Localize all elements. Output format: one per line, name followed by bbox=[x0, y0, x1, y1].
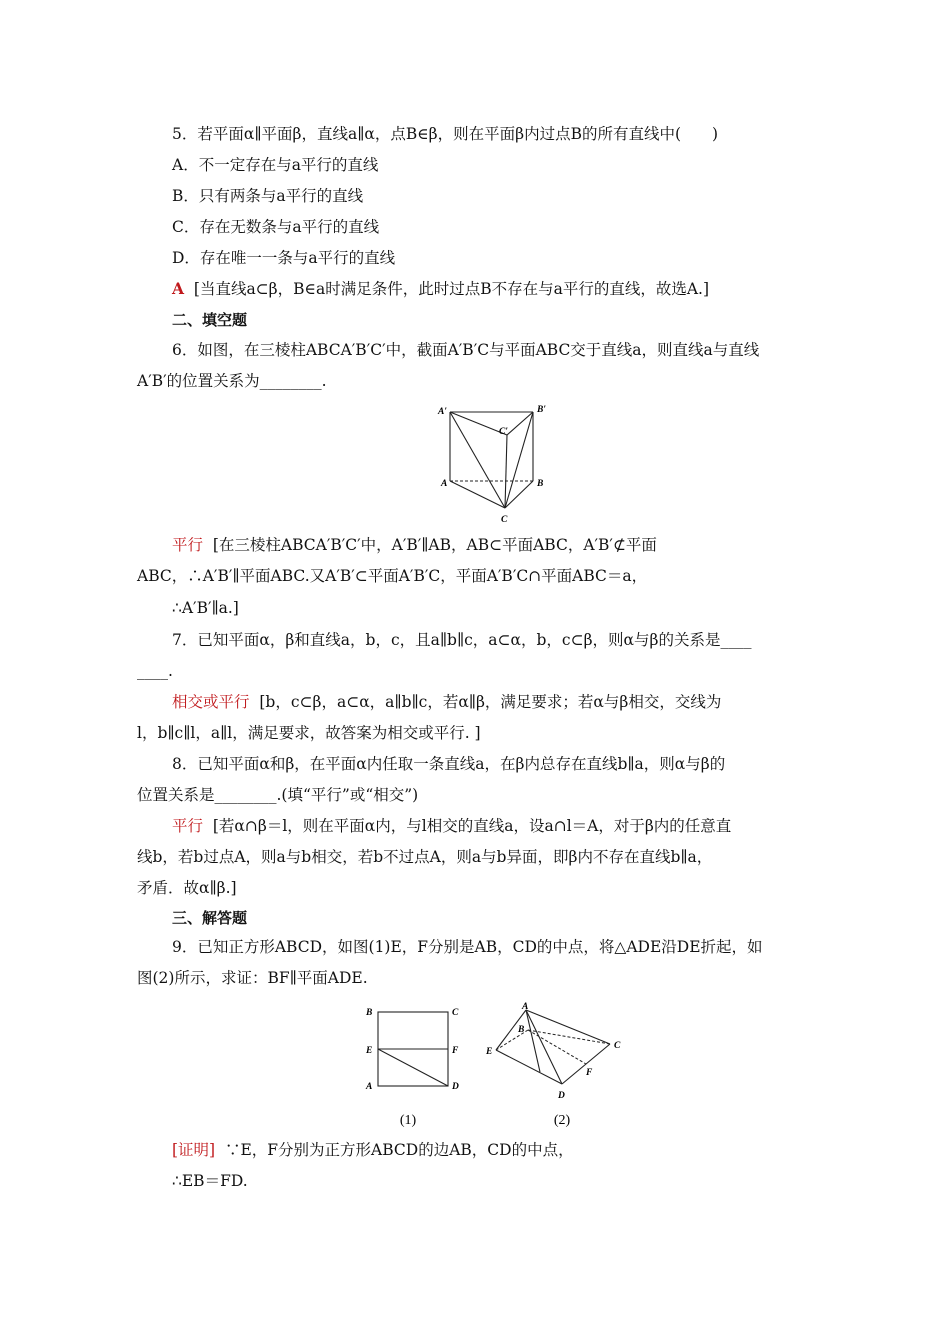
q7-answer: 相交或平行 bbox=[172, 693, 250, 711]
q5-answer: A bbox=[172, 279, 185, 298]
q8-exp-line2: 线b，若b过点A，则a与b相交，若b不过点A，则a与b异面，即β内不存在直线b∥a， bbox=[137, 848, 713, 866]
edge-b1c bbox=[505, 412, 533, 508]
q6-exp-line2: ABC，∴A′B′∥平面ABC.又A′B′⊂平面A′B′C，平面A′B′C∩平面ABC＝a， bbox=[137, 567, 648, 585]
q7-stem-line2: ____. bbox=[137, 662, 173, 680]
q6-answer-line bbox=[172, 535, 852, 555]
q6-stem-line2: A′B′的位置关系为________. bbox=[137, 372, 327, 390]
q6-exp-line3: ∴A′B′∥a.] bbox=[172, 599, 239, 617]
q5-answer-line bbox=[172, 279, 852, 299]
q5-stem: 5．若平面α∥平面β，直线a∥α，点B∈β，则在平面β内过点B的所有直线中( ) bbox=[172, 125, 719, 143]
q8-stem-line1: 8．已知平面α和β，在平面α内任取一条直线a，在β内总存在直线b∥a，则α与β的 bbox=[172, 755, 726, 773]
fig2-label-e: E bbox=[486, 1047, 493, 1057]
q8-answer: 平行 bbox=[172, 817, 204, 835]
segment-ad bbox=[526, 1010, 562, 1084]
q5-option-c: C．存在无数条与a平行的直线 bbox=[172, 218, 380, 236]
label-c1: C′ bbox=[499, 427, 509, 437]
fig1-label-a: A bbox=[366, 1082, 373, 1092]
fig2-label-c: C bbox=[614, 1041, 621, 1051]
q7-answer-line bbox=[172, 692, 852, 712]
square-fold-figures bbox=[360, 1000, 630, 1135]
q6-answer: 平行 bbox=[172, 536, 204, 554]
edge-cc1 bbox=[505, 435, 507, 508]
fig1-label-f: F bbox=[452, 1046, 459, 1056]
q5-option-b: B．只有两条与a平行的直线 bbox=[172, 187, 364, 205]
fig2-label-d: D bbox=[558, 1091, 565, 1101]
q9-stem-line1: 9．已知正方形ABCD，如图(1)E，F分别是AB，CD的中点，将△ADE沿DE折起，如 bbox=[172, 938, 763, 956]
q7-stem-line1: 7．已知平面α，β和直线a，b，c，且a∥b∥c，a⊂α，b，c⊂β，则α与β的关系是____ bbox=[172, 631, 752, 649]
fig1-label-d: D bbox=[452, 1082, 459, 1092]
fig2-label-a: A bbox=[522, 1002, 529, 1012]
q9-proof-line2: ∴EB＝FD. bbox=[172, 1172, 248, 1190]
segment-ed2 bbox=[496, 1050, 562, 1084]
segment-ed bbox=[378, 1049, 448, 1086]
fig2-label-b: B bbox=[518, 1025, 525, 1035]
fig1-label-c: C bbox=[452, 1008, 459, 1018]
q5-explanation: [当直线a⊂β，B∈a时满足条件，此时过点B不存在与a平行的直线，故选A.] bbox=[193, 280, 710, 298]
label-b1: B′ bbox=[537, 405, 547, 415]
caption-figure-2: (2) bbox=[553, 1113, 571, 1128]
segment-bc-hidden bbox=[528, 1030, 610, 1044]
fig1-label-b: B bbox=[366, 1008, 373, 1018]
fig1-label-e: E bbox=[366, 1046, 373, 1056]
fig2-label-f: F bbox=[586, 1068, 593, 1078]
q5-option-d: D．存在唯一一条与a平行的直线 bbox=[172, 249, 396, 267]
section-fill-blank-heading: 二、填空题 bbox=[172, 311, 248, 329]
q9-proof-line1 bbox=[172, 1140, 852, 1160]
q5-option-a: A．不一定存在与a平行的直线 bbox=[172, 156, 379, 174]
q8-exp-line3: 矛盾．故α∥β.] bbox=[137, 879, 237, 897]
edge-a1c bbox=[450, 412, 505, 508]
section-answer-heading: 三、解答题 bbox=[172, 909, 248, 927]
figure-1-square bbox=[378, 1012, 448, 1086]
q6-exp-line1: [在三棱柱ABCA′B′C′中，A′B′∥AB，AB⊂平面ABC，A′B′⊄平面 bbox=[212, 536, 657, 554]
q8-exp-line1: [若α∩β＝l，则在平面α内，与l相交的直线a，设a∩l＝A，对于β内的任意直 bbox=[212, 817, 732, 835]
q7-exp-line1: [b，c⊂β，a⊂α，a∥b∥c，若α∥β，满足要求；若α与β相交，交线为 bbox=[259, 693, 722, 711]
label-c: C bbox=[501, 515, 508, 525]
figure-2-folded bbox=[496, 1010, 610, 1084]
q9-proof-text1: ∵E，F分别为正方形ABCD的边AB，CD的中点， bbox=[224, 1141, 574, 1159]
q8-answer-line bbox=[172, 816, 852, 836]
q8-stem-line2: 位置关系是________.(填“平行”或“相交”) bbox=[137, 786, 419, 804]
label-a1: A′ bbox=[438, 407, 448, 417]
caption-figure-1: (1) bbox=[399, 1113, 417, 1128]
segment-af bbox=[526, 1010, 540, 1072]
proof-tag: [证明] bbox=[172, 1141, 216, 1159]
prism-figure bbox=[425, 398, 565, 528]
label-a: A bbox=[441, 479, 448, 489]
q9-stem-line2: 图(2)所示，求证：BF∥平面ADE. bbox=[137, 969, 368, 987]
q7-exp-line2: l，b∥c∥l，a∥l，满足要求，故答案为相交或平行. ] bbox=[137, 724, 481, 742]
segment-ac bbox=[526, 1010, 610, 1044]
label-b: B bbox=[537, 479, 544, 489]
q6-stem-line1: 6．如图，在三棱柱ABCA′B′C′中，截面A′B′C与平面ABC交于直线a，则直线a与直线 bbox=[172, 341, 760, 359]
